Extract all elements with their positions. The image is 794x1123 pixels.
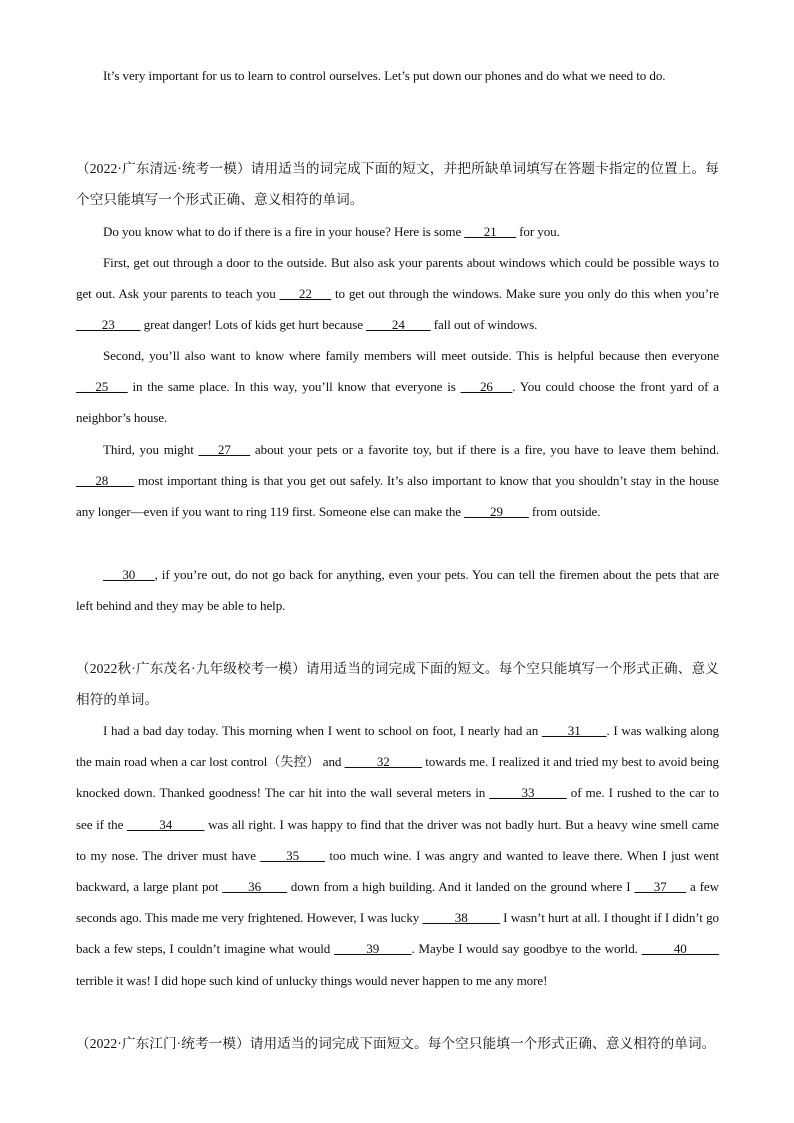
blank-23: ____23____	[76, 317, 141, 333]
passage1-paragraph-5: ___30___, if you’re out, do not go back for anything, even your pets. You can tell the firemen about the pets that are left behind and they may be able to help.	[76, 567, 719, 614]
blank-22: ___22___	[279, 286, 332, 302]
blank-26: ___26___	[460, 379, 513, 395]
section-header-maoming: （2022秋·广东茂名·九年级校考一模）请用适当的词完成下面的短文。每个空只能填写一个形式正确、意义相符的单词。	[76, 661, 719, 708]
passage1-paragraph-4: Third, you might ___27___ about your pets or a favorite toy, but if there is a fire, you have to leave them behind. ___28____ most important thing is that you get out safely. It’s also important to know that you shouldn’t stay in the house any longer—even if you want to ring 119 first. Someone else can make the ____29____ from outside.	[76, 442, 719, 520]
passage1-paragraph-3: Second, you’ll also want to know where family members will meet outside. This is helpful because then everyone ___25___ in the same place. In this way, you’ll know that everyone is ___26___. You could choose the front yard of a neighbor’s house.	[76, 348, 719, 426]
blank-32: _____32_____	[344, 754, 422, 770]
blank-40: _____40_____	[641, 941, 719, 957]
passage1-paragraph-2: First, get out through a door to the outside. But also ask your parents about windows which could be possible ways to get out. Ask your parents to teach you ___22___ to get out through the windows. Make sure you only do this when you’re ____23____ great danger! Lots of kids get hurt because ____24____ fall out of windows.	[76, 255, 719, 333]
section-header-qingyuan: （2022·广东清远·统考一模）请用适当的词完成下面的短文，并把所缺单词填写在答题卡指定的位置上。每个空只能填写一个形式正确、意义相符的单词。	[76, 161, 719, 208]
blank-31: ____31____	[541, 723, 607, 738]
blank-35: ____35____	[260, 847, 325, 863]
blank-30: ___30___	[103, 567, 155, 582]
passage2-paragraph: I had a bad day today. This morning when I went to school on foot, I nearly had an ____31____. I was walking along the main road when a car lost control（失控） and _____32_____ towards me. I realized it and tried my best to avoid being knocked down. Thanked goodness! The car hit into the wall several meters in _____33_____ of me. I rushed to the car to see if the _____34_____ was all right. I was happy to find that the driver was not badly hurt. But a heavy wine smell came to my nose. The driver must have ____35____ too much wine. I was angry and wanted to leave there. When I just went backward, a large plant pot ____36____ down from a high building. And it landed on the ground where I ___37___ a few seconds ago. This made me very frightened. However, I was lucky _____38_____ I wasn’t hurt at all. I thought if I didn’t go back a few steps, I couldn’t imagine what would _____39_____. Maybe I would say goodbye to the world. _____40_____ terrible it was! I did hope such kind of unlucky things would never happen to me any more!	[76, 723, 720, 988]
blank-39: _____39_____	[334, 941, 412, 957]
blank-37: ___37___	[634, 879, 687, 895]
closing-paragraph: It’s very important for us to learn to control ourselves. Let’s put down our phones and do what we need to do.	[103, 68, 666, 83]
section-header-jiangmen: （2022·广东江门·统考一模）请用适当的词完成下面短文。每个空只能填一个形式正确、意义相符的单词。	[76, 1036, 716, 1051]
blank-28: ___28____	[76, 473, 135, 489]
blank-29: ____29____	[464, 504, 529, 520]
passage1-paragraph-1: Do you know what to do if there is a fire in your house? Here is some ___21___ for you.	[103, 224, 560, 239]
blank-27: ___27___	[198, 442, 251, 457]
blank-25: ___25___	[76, 379, 128, 395]
blank-38: _____38_____	[422, 910, 500, 926]
blank-34: _____34_____	[127, 816, 205, 832]
blank-21: ___21___	[464, 224, 516, 239]
blank-36: ____36____	[222, 879, 287, 895]
blank-33: _____33_____	[489, 785, 567, 801]
blank-24: ____24____	[366, 317, 431, 333]
